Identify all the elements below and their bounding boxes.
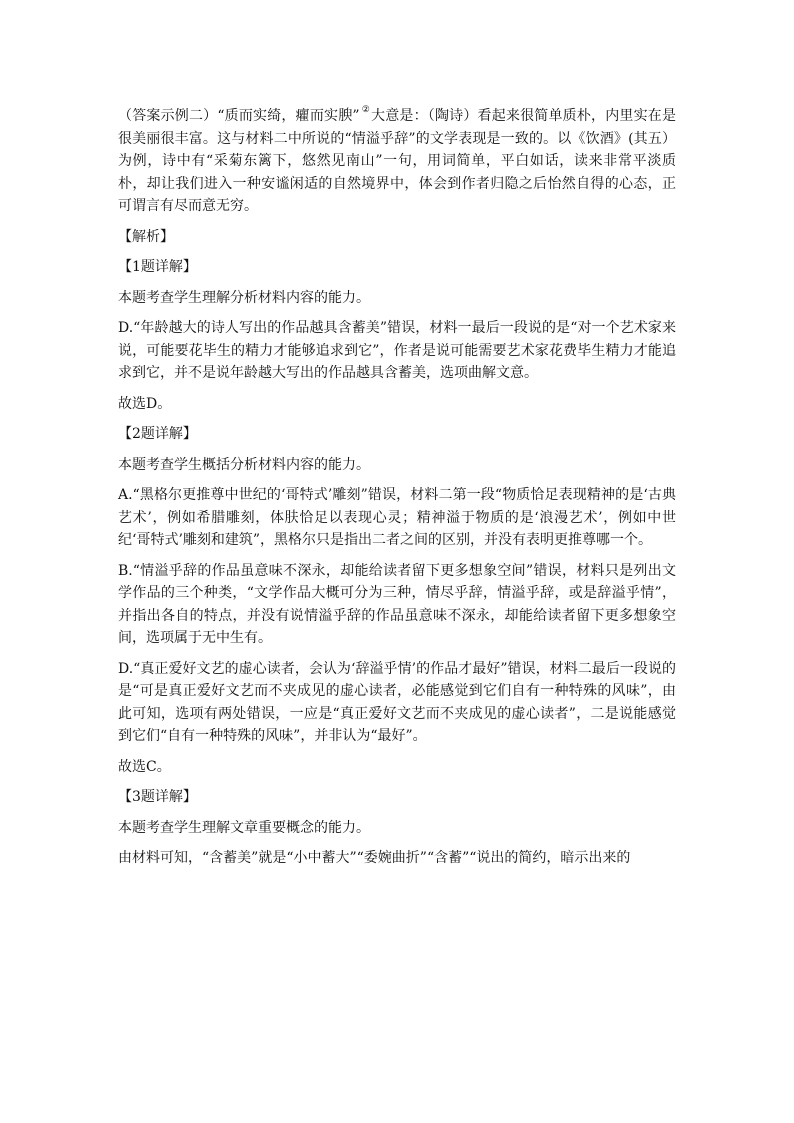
answer-example-body: 大意是：（陶诗）看起来很简单质朴，内里实在是很美丽很丰富。这与材料二中所说的“情溢乎辞”的文学表现是一致的。以《饮酒》(其五）为例，诗中有“采菊东篱下，悠然见南山”一句，用词简单，平白如话，读来非常平淡质朴，却让我们进入一种安谧闲适的自然境界中，体会到作者归隐之后怡然自得的心态，正可谓言有尽而意无穷。 — [118, 108, 676, 214]
question-2-answer: 故选C。 — [118, 758, 171, 775]
document-page — [118, 99, 676, 878]
question-1-intro: 本题考查学生理解分析材料内容的能力。 — [118, 289, 370, 306]
question-1-option-d: D.“年龄越大的诗人写出的作品越具含蓄美”错误，材料一最后一段说的是“对一个艺术家来说，可能要花毕生的精力才能够追求到它”，作者是说可能需要艺术家花费毕生精力才能追求到它，并不是说年龄越大写出的作品越具含蓄美，选项曲解文意。 — [118, 320, 676, 381]
question-1-answer: 故选D。 — [118, 395, 172, 412]
question-2-heading: 【2题详解】 — [118, 426, 197, 442]
answer-example-lead: （答案示例二）“质而实绮，癯而实腴” — [118, 108, 360, 124]
question-2-intro: 本题考查学生概括分析材料内容的能力。 — [118, 456, 370, 473]
question-3-body: 由材料可知，“含蓄美”就是“小中蓄大”“委婉曲折”“含蓄”“说出的简约，暗示出来的 — [118, 850, 631, 866]
question-1-heading: 【1题详解】 — [118, 259, 197, 275]
question-2-option-b: B.“情溢乎辞的作品虽意味不深永，却能给读者留下更多想象空间”错误，材料只是列出文学作品的三个种类，“文学作品大概可分为三种，情尽乎辞，情溢乎辞，或是辞溢乎情”，并指出各自的特点，并没有说情溢乎辞的作品虽意味不深永，却能给读者留下更多想象空间，选项属于无中生有。 — [118, 562, 676, 646]
answer-example-paragraph — [118, 99, 676, 218]
question-3-intro: 本题考查学生理解文章重要概念的能力。 — [118, 819, 370, 836]
question-2-option-d: D.“真正爱好文艺的虚心读者，会认为‘辞溢乎情’的作品才最好”错误，材料二最后一段说的是“可是真正爱好文艺而不夹成见的虚心读者，必能感觉到它们自有一种特殊的风味”，由此可知，选项有两处错误，一应是“真正爱好文艺而不夹成见的虚心读者”，二是说能感觉到它们“自有一种特殊的风味”，并非认为“最好”。 — [118, 660, 676, 744]
question-3-heading: 【3题详解】 — [118, 789, 197, 805]
footnote-marker: ② — [361, 105, 370, 115]
analysis-heading: 【解析】 — [118, 228, 174, 245]
question-2-option-a: A.“黑格尔更推尊中世纪的‘哥特式’雕刻”错误，材料二第一段“物质恰足表现精神的是‘古典艺术’，例如希腊雕刻，体肤恰足以表现心灵；精神溢于物质的是‘浪漫艺术’，例如中世纪‘哥特式’雕刻和建筑”，黑格尔只是指出二者之间的区别，并没有表明更推尊哪一个。 — [118, 487, 676, 548]
